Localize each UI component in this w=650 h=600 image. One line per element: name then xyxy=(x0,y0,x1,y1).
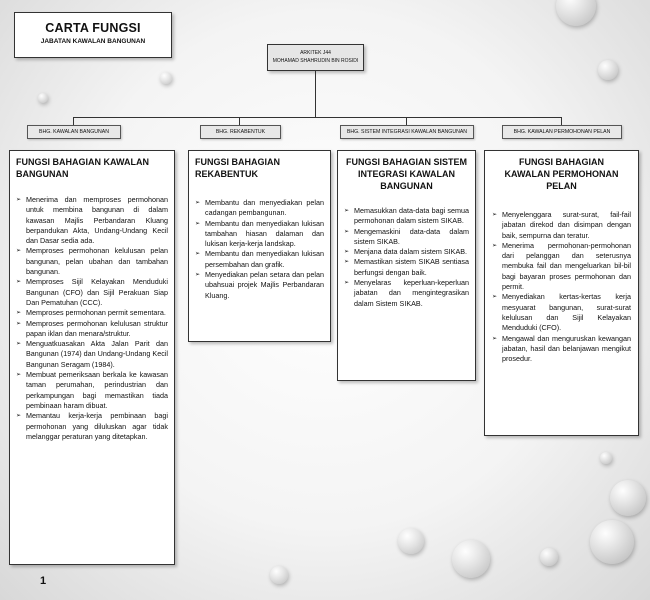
arrow-bullet-icon: ➢ xyxy=(492,242,498,249)
connector-dept-3 xyxy=(406,117,407,125)
head-node xyxy=(267,44,364,71)
panel-heading: FUNGSI BAHAGIAN REKABENTUK xyxy=(195,157,280,179)
dept-sistem-integrasi xyxy=(340,125,474,139)
dept-label: BHG. KAWALAN BANGUNAN xyxy=(39,129,109,135)
arrow-bullet-icon: ➢ xyxy=(195,251,201,258)
function-list xyxy=(344,206,469,309)
connector-dept-1 xyxy=(73,117,74,125)
list-item: ➢ Memastikan sistem SIKAB sentiasa berfungsi dengan baik. xyxy=(344,257,469,277)
chart-subtitle: JABATAN KAWALAN BANGUNAN xyxy=(40,38,146,45)
arrow-bullet-icon: ➢ xyxy=(344,259,350,266)
list-item: ➢ Membantu dan menyediakan lukisan persembahan dan grafik. xyxy=(195,249,324,269)
dept-label: BHG. REKABENTUK xyxy=(215,129,266,135)
dept-kawalan-bangunan xyxy=(27,125,121,139)
arrow-bullet-icon: ➢ xyxy=(344,249,350,256)
list-item: ➢ Menjana data dalam sistem SIKAB. xyxy=(344,247,468,257)
function-list xyxy=(492,210,631,364)
arrow-bullet-icon: ➢ xyxy=(195,220,201,227)
panel-heading: FUNGSI BAHAGIAN KAWALAN BANGUNAN xyxy=(16,157,149,179)
dept-kawalan-permohonan-pelan xyxy=(502,125,622,139)
bubble-decoration xyxy=(38,93,48,103)
arrow-bullet-icon: ➢ xyxy=(16,197,22,203)
arrow-bullet-icon: ➢ xyxy=(16,320,22,327)
arrow-bullet-icon: ➢ xyxy=(344,280,350,287)
panel-rekabentuk xyxy=(188,150,331,342)
head-node-title: ARKITEK J44 xyxy=(300,50,331,56)
arrow-bullet-icon: ➢ xyxy=(195,200,201,206)
function-list xyxy=(195,198,324,301)
list-item: ➢ Menyediakan pelan setara dan pelan ubahsuai projek Majlis Perbandaran Kluang. xyxy=(195,270,324,300)
list-item: ➢ Menyelaras keperluan-keperluan jabatan dan mengintegrasikan dalam Sistem SIKAB. xyxy=(344,278,469,308)
dept-label: BHG. SISTEM INTEGRASI KAWALAN BANGUNAN xyxy=(346,129,468,135)
dept-label: BHG. KAWALAN PERMOHONAN PELAN xyxy=(513,129,611,135)
list-item: ➢ Memproses Sijil Kelayakan Menduduki Bangunan (CFO) dan Sijil Perakuan Siap Dan Pematuhan (CCC). xyxy=(16,277,168,307)
arrow-bullet-icon: ➢ xyxy=(492,335,498,342)
connector-horizontal xyxy=(73,117,561,118)
panel-heading: FUNGSI BAHAGIAN SISTEM INTEGRASI KAWALAN BANGUNAN xyxy=(345,157,467,191)
bubble-decoration xyxy=(160,72,172,84)
list-item: ➢ Memantau kerja-kerja pembinaan bagi permohonan yang diluluskan agar tidak melanggar peraturan yang ditetapkan. xyxy=(16,411,168,441)
arrow-bullet-icon: ➢ xyxy=(492,212,498,218)
arrow-bullet-icon: ➢ xyxy=(16,372,22,379)
list-item: ➢ Menerima permohonan-permohonan dari pelanggan dan seterusnya membuka fail dan mengeluarkan bil-bil bagi bayaran proses permohonan dan permit. xyxy=(492,240,631,292)
list-item: ➢ Mengawal dan menguruskan kewangan jabatan, hasil dan belanjawan mengikut prosedur. xyxy=(492,333,631,364)
list-item: ➢ Memproses permohonan permit sementara. xyxy=(16,308,166,318)
bubble-decoration xyxy=(556,0,596,26)
bubble-decoration xyxy=(598,60,618,80)
connector-dept-2 xyxy=(239,117,240,125)
list-item: ➢ Membantu dan menyediakan pelan cadangan pembangunan. xyxy=(195,198,324,218)
arrow-bullet-icon: ➢ xyxy=(16,341,22,348)
list-item: ➢ Memproses permohonan kelulusan pelan bangunan, pelan ubahan dan tambahan bangunan. xyxy=(16,246,168,277)
bubble-decoration xyxy=(452,540,490,578)
bubble-decoration xyxy=(600,452,612,464)
bubble-decoration xyxy=(610,480,646,516)
panel-kawalan-permohonan-pelan xyxy=(484,150,639,436)
panel-sistem-integrasi xyxy=(337,150,476,381)
arrow-bullet-icon: ➢ xyxy=(492,294,498,301)
head-node-name: MOHAMAD SHAHRUDIN BIN ROSIDI xyxy=(272,58,359,64)
arrow-bullet-icon: ➢ xyxy=(344,228,350,235)
panel-heading: FUNGSI BAHAGIAN KAWALAN PERMOHONAN PELAN xyxy=(504,157,619,191)
list-item: ➢ Mengemaskini data-data dalam sistem SIKAB. xyxy=(344,226,469,246)
connector-dept-4 xyxy=(561,117,562,125)
list-item: ➢ Menerima dan memproses permohonan untuk membina bangunan di dalam kawasan Majlis Perbandaran Kluang berpandukan Akta, Undang-Undang Kecil dan Dasar sedia ada. xyxy=(16,195,168,246)
arrow-bullet-icon: ➢ xyxy=(16,413,22,420)
connector-vertical-main xyxy=(315,71,316,117)
arrow-bullet-icon: ➢ xyxy=(16,310,22,317)
arrow-bullet-icon: ➢ xyxy=(16,279,22,286)
list-item: ➢ Memasukkan data-data bagi semua permohonan dalam sistem SIKAB. xyxy=(344,206,469,226)
page-number: 1 xyxy=(40,575,47,587)
chart-title: CARTA FUNGSI xyxy=(45,21,141,35)
arrow-bullet-icon: ➢ xyxy=(16,248,22,255)
bubble-decoration xyxy=(270,566,288,584)
function-list xyxy=(16,195,168,442)
arrow-bullet-icon: ➢ xyxy=(344,208,350,214)
bubble-decoration xyxy=(590,520,634,564)
list-item: ➢ Menyediakan kertas-kertas kerja mesyuarat bangunan, surat-surat kelulusan dan Sijil Kelayakan Menduduki (CFO). xyxy=(492,292,631,333)
dept-rekabentuk xyxy=(200,125,281,139)
list-item: ➢ Menguatkuasakan Akta Jalan Parit dan Bangunan (1974) dan Undang-Undang Kecil Bangunan Seragam (1984). xyxy=(16,339,168,369)
list-item: ➢ Membuat pemeriksaan berkala ke kawasan taman perumahan, perindustrian dan perkampungan bagi memastikan tiada pembinaan haram dibuat. xyxy=(16,370,168,410)
bubble-decoration xyxy=(398,528,424,554)
list-item: ➢ Membantu dan menyediakan lukisan tambahan hiasan dalaman dan lukisan kerja-kerja landskap. xyxy=(195,218,324,249)
list-item: ➢ Menyelenggara surat-surat, fail-fail jabatan direkod dan disimpan dengan baik, sempurna dan teratur. xyxy=(492,210,631,240)
arrow-bullet-icon: ➢ xyxy=(195,272,201,279)
bubble-decoration xyxy=(540,548,558,566)
chart-title-box xyxy=(14,12,172,58)
panel-kawalan-bangunan xyxy=(9,150,175,565)
list-item: ➢ Memproses permohonan kelulusan struktur papan iklan dan menara/struktur. xyxy=(16,318,168,338)
